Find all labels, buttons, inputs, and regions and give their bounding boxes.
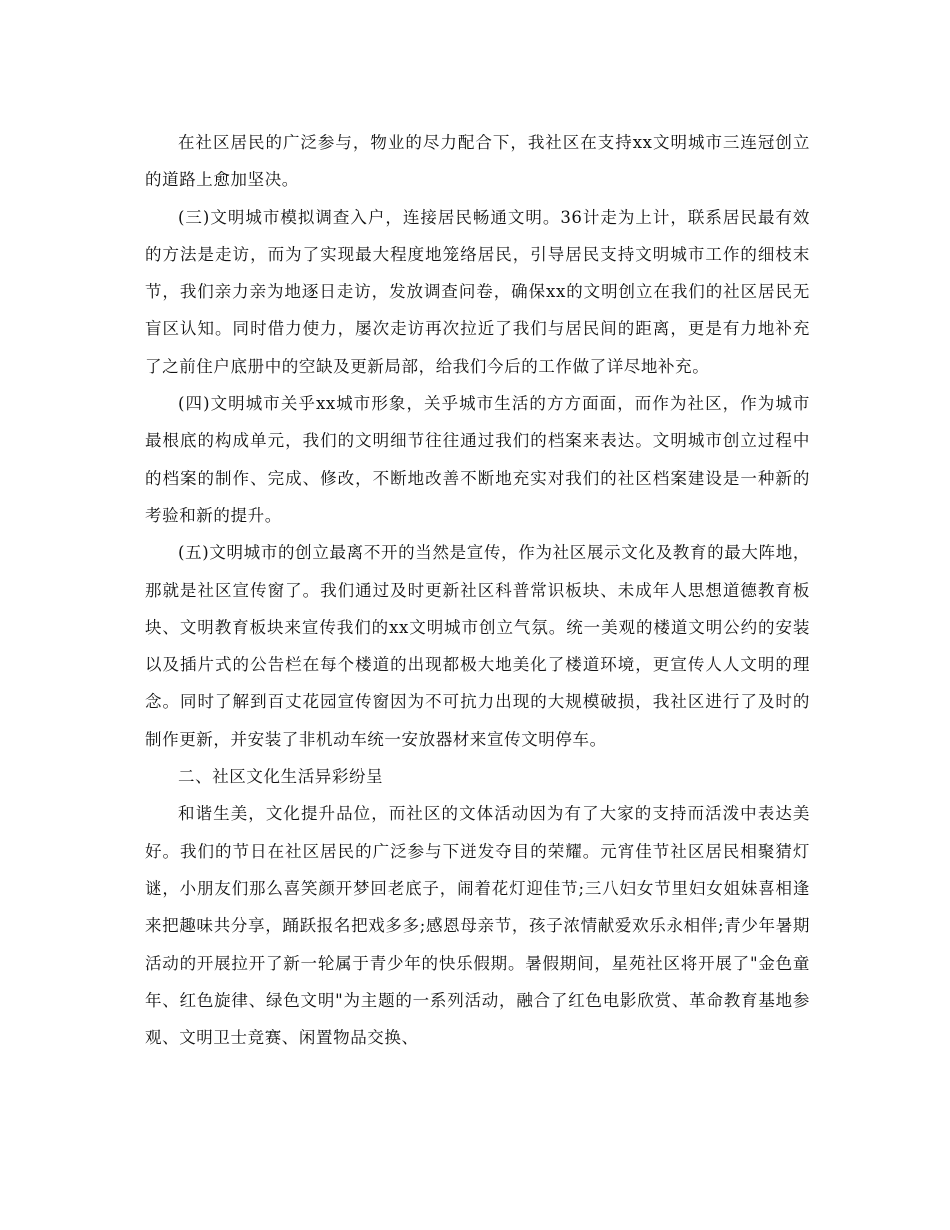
paragraph-5: 和谐生美，文化提升品位，而社区的文体活动因为有了大家的支持而活泼中表达美好。我们的节日在社区居民的广泛参与下迸发夺目的荣耀。元宵佳节社区居民相聚猜灯谜，小朋友们那么喜笑颜开梦回老底子，闹着花灯迎佳节;三八妇女节里妇女姐妹喜相逢来把趣味共分享，踊跃报名把戏多多;感恩母亲节，孩子浓情献爱欢乐永相伴;青少年暑期活动的开展拉开了新一轮属于青少年的快乐假期。暑假期间，星苑社区将开展了"金色童年、红色旋律、绿色文明"为主题的一系列活动，融合了红色电影欣赏、革命教育基地参观、文明卫士竞赛、闲置物品交换、 — [145, 804, 810, 1048]
paragraph-1: 在社区居民的广泛参与，物业的尽力配合下，我社区在支持xx文明城市三连冠创立的道路上愈加坚决。 — [145, 133, 810, 190]
section-heading: 二、社区文化生活异彩纷呈 — [178, 767, 384, 787]
paragraph-3: (四)文明城市关乎xx城市形象，关乎城市生活的方方面面，而作为社区，作为城市最根底的构成单元，我们的文明细节往往通过我们的档案来表达。文明城市创立过程中的档案的制作、完成、修改，不断地改善不断地充实对我们的社区档案建设是一种新的考验和新的提升。 — [145, 394, 810, 525]
document-body — [145, 124, 810, 1056]
paragraph-4: (五)文明城市的创立最离不开的当然是宣传，作为社区展示文化及教育的最大阵地，那就是社区宣传窗了。我们通过及时更新社区科普常识板块、未成年人思想道德教育板块、文明教育板块来宣传我们的xx文明城市创立气氛。统一美观的楼道文明公约的安装以及插片式的公告栏在每个楼道的出现都极大地美化了楼道环境，更宣传人人文明的理念。同时了解到百丈花园宣传窗因为不可抗力出现的大规模破损，我社区进行了及时的制作更新，并安装了非机动车统一安放器材来宣传文明停车。 — [145, 543, 810, 749]
paragraph-2: (三)文明城市模拟调查入户，连接居民畅通文明。36计走为上计，联系居民最有效的方法是走访，而为了实现最大程度地笼络居民，引导居民支持文明城市工作的细枝末节，我们亲力亲为地逐日走访，发放调查问卷，确保xx的文明创立在我们的社区居民无盲区认知。同时借力使力，屡次走访再次拉近了我们与居民间的距离，更是有力地补充了之前住户底册中的空缺及更新局部，给我们今后的工作做了详尽地补充。 — [145, 207, 810, 376]
